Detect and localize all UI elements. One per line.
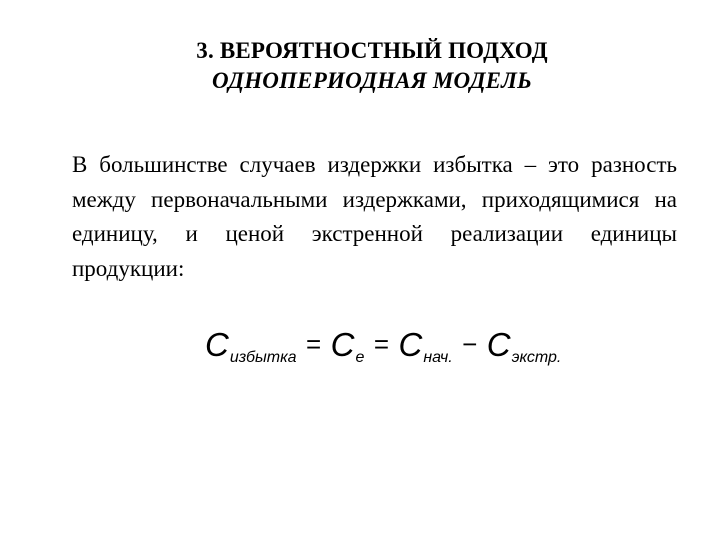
formula-subscript: нач. <box>423 349 453 366</box>
slide-subtitle: ОДНОПЕРИОДНАЯ МОДЕЛЬ <box>212 68 532 93</box>
formula-symbol: C <box>205 326 229 363</box>
excess-cost-formula <box>205 326 565 376</box>
formula-term-emergency <box>486 326 562 366</box>
formula-subscript: избытка <box>229 349 297 366</box>
formula-term-e <box>330 326 365 366</box>
formula-subscript: экстр. <box>511 349 562 366</box>
formula-term-excess <box>205 326 297 366</box>
formula-operator: − <box>462 329 478 359</box>
title-block <box>0 36 720 96</box>
formula-operator: = <box>373 329 390 359</box>
formula-subscript: e <box>355 349 365 366</box>
formula-symbol: C <box>486 326 511 363</box>
formula-term-initial <box>398 326 453 366</box>
body-paragraph: В большинстве случаев издержки избытка – это разность между первоначальными издержками, приходящимися на единицу, и ценой экстренной реализации единицы продукции: <box>72 152 677 281</box>
formula-symbol: C <box>330 326 355 363</box>
slide-title: 3. ВЕРОЯТНОСТНЫЙ ПОДХОД <box>196 38 548 63</box>
formula-symbol: C <box>398 326 423 363</box>
formula-operator: = <box>306 329 322 359</box>
